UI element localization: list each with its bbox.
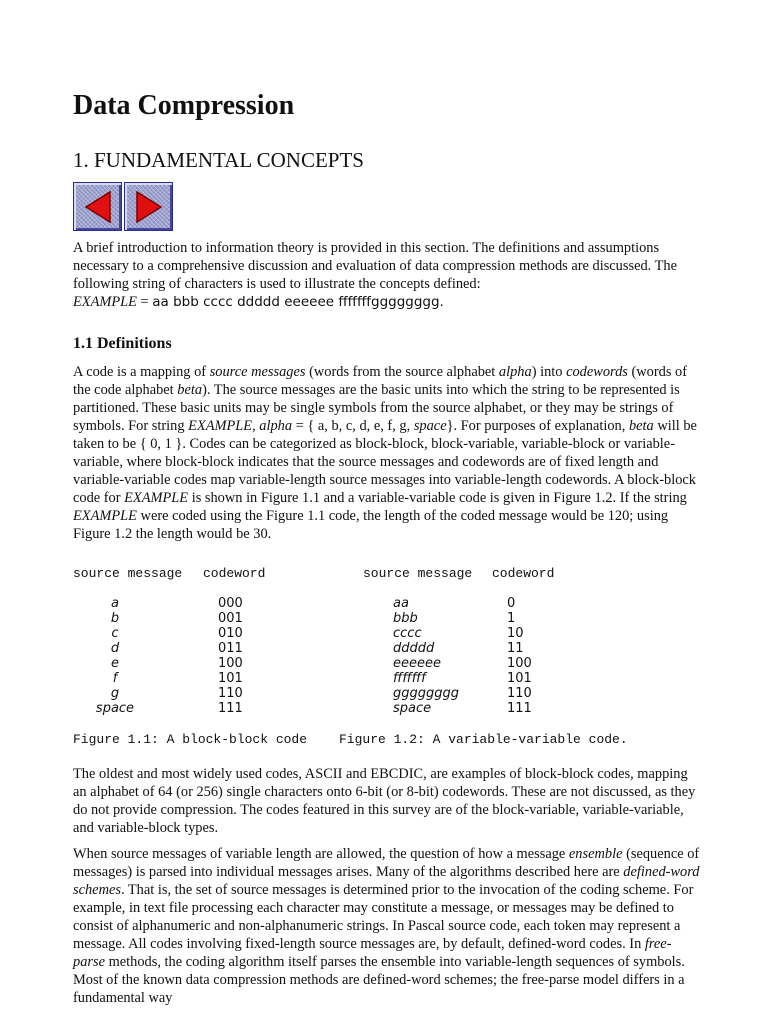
left-source-message: d bbox=[110, 641, 120, 656]
text-segment: EXAMPLE bbox=[73, 508, 137, 524]
text-segment: EXAMPLE bbox=[124, 490, 189, 506]
text-segment: ). The source messages are the basic units into which the string to be represented is partitioned. These basic units may be single symbols from the source alphabet, or they may be strings of symbols. For string bbox=[73, 382, 680, 434]
right-source-message: aa bbox=[393, 596, 409, 611]
text-segment: ensemble bbox=[568, 846, 623, 862]
example-equals: = bbox=[136, 294, 153, 310]
text-segment: beta bbox=[177, 382, 203, 398]
figure-1-2-caption: Figure 1.2: A variable-variable code. bbox=[339, 732, 628, 747]
right-codeword: 111 bbox=[507, 701, 532, 716]
section-heading: 1. FUNDAMENTAL CONCEPTS bbox=[73, 148, 364, 172]
figure-1-1-caption: Figure 1.1: A block-block code bbox=[73, 732, 308, 747]
text-segment: will be taken to be { 0, 1 }. Codes can be categorized as block-block, block-variable, variable-block or variable-variable, where block-block indicates that the source messages and codewords are of fixed length and variable-variable codes map variable-length source messages into variable-length codewords. A block-block code for bbox=[73, 418, 697, 506]
text-segment: EXAMPLE bbox=[188, 418, 253, 434]
red-left-arrow-icon bbox=[83, 190, 113, 224]
code-table-row bbox=[73, 671, 701, 686]
text-segment: , bbox=[252, 418, 260, 434]
text-segment: were coded using the Figure 1.1 code, the length of the coded message would be 120; using Figure 1.2 the length would be 30. bbox=[73, 508, 669, 542]
code-table-row bbox=[73, 686, 701, 701]
text-segment: source messages bbox=[209, 364, 306, 380]
text-segment: free-parse bbox=[73, 936, 672, 970]
right-source-message: bbb bbox=[393, 611, 418, 626]
code-table-row bbox=[73, 611, 701, 626]
text-segment: (words of the code alphabet bbox=[73, 364, 688, 398]
left-codeword: 001 bbox=[218, 611, 243, 626]
left-source-message: e bbox=[111, 656, 119, 671]
left-codeword: 000 bbox=[218, 596, 243, 611]
right-source-message: ddddd bbox=[393, 641, 435, 656]
definitions-heading: 1.1 Definitions bbox=[73, 335, 172, 352]
right-source-message: space bbox=[393, 701, 432, 716]
right-codeword: 110 bbox=[507, 686, 532, 701]
left-source-message: c bbox=[111, 626, 119, 641]
left-codeword: 100 bbox=[218, 656, 243, 671]
left-source-message: space bbox=[95, 701, 135, 716]
code-table-row bbox=[73, 701, 701, 716]
intro-paragraph bbox=[73, 239, 701, 311]
text-segment: }. For purposes of explanation, bbox=[446, 418, 629, 434]
right-header-source: source message bbox=[363, 566, 473, 581]
left-header-codeword: codeword bbox=[203, 566, 266, 581]
page-title: Data Compression bbox=[73, 90, 295, 121]
right-codeword: 100 bbox=[507, 656, 532, 671]
text-segment: = { a, b, c, d, e, f, g, bbox=[292, 418, 414, 434]
right-source-message: gggggggg bbox=[393, 686, 460, 701]
left-source-message: f bbox=[112, 671, 118, 686]
text-segment: alpha bbox=[498, 364, 532, 380]
right-source-message: eeeeee bbox=[393, 656, 441, 671]
text-segment: is shown in Figure 1.1 and a variable-variable code is given in Figure 1.2. If the string bbox=[188, 490, 687, 506]
text-segment: alpha bbox=[259, 418, 293, 434]
left-codeword: 101 bbox=[218, 671, 243, 686]
text-segment: defined-word schemes bbox=[73, 864, 700, 898]
intro-text: A brief introduction to information theory is provided in this section. The definitions and assumptions necessary to a comprehensive discussion and evaluation of data compression methods are discussed. The following string of characters is used to illustrate the concepts defined: bbox=[73, 240, 677, 292]
right-source-message: cccc bbox=[393, 626, 422, 641]
previous-page-button[interactable] bbox=[73, 182, 122, 231]
text-segment: methods, the coding algorithm itself parses the ensemble into variable-length sequences of symbols. Most of the known data compression methods are defined-word schemes; the free-parse model differs in a fundamental way bbox=[73, 954, 685, 1006]
code-table-row bbox=[73, 641, 701, 656]
left-source-message: g bbox=[110, 686, 120, 701]
right-codeword: 10 bbox=[507, 626, 524, 641]
text-segment: space bbox=[413, 418, 447, 434]
right-codeword: 0 bbox=[507, 596, 516, 611]
code-table-row bbox=[73, 596, 701, 611]
oldest-codes-paragraph: The oldest and most widely used codes, ASCII and EBCDIC, are examples of block-block codes, mapping an alphabet of 64 (or 256) single characters onto 6-bit (or 8-bit) codewords. These are not discussed, as they do not provide compression. The codes featured in this survey are of the block-variable, variable-variable, and variable-block types. bbox=[73, 766, 696, 836]
text-segment: A code is a mapping of bbox=[73, 364, 210, 380]
text-segment: beta bbox=[628, 418, 654, 434]
example-string: aa bbb cccc ddddd eeeeee fffffffgggggggg. bbox=[152, 294, 444, 310]
code-table-row bbox=[73, 656, 701, 671]
text-segment: When source messages of variable length are allowed, the question of how a message bbox=[73, 846, 569, 862]
left-source-message: a bbox=[111, 596, 119, 611]
right-header-codeword: codeword bbox=[492, 566, 555, 581]
text-segment: (sequence of messages) is parsed into individual messages arises. Many of the algorithms described here are bbox=[73, 846, 700, 880]
right-codeword: 1 bbox=[507, 611, 516, 626]
left-source-message: b bbox=[110, 611, 120, 626]
right-source-message: fffffff bbox=[393, 671, 426, 686]
example-label: EXAMPLE bbox=[73, 294, 137, 310]
text-segment: (words from the source alphabet bbox=[305, 364, 499, 380]
next-page-button[interactable] bbox=[124, 182, 173, 231]
left-header-source: source message bbox=[73, 566, 183, 581]
left-codeword: 011 bbox=[218, 641, 243, 656]
text-segment: . That is, the set of source messages is determined prior to the invocation of the coding scheme. For example, in text file processing each character may constitute a message, or messages may be defined to consist of alphanumeric and non-alphanumeric strings. In Pascal source code, each token may represent a message. All codes involving fixed-length source messages are, by default, defined-word codes. In bbox=[73, 882, 694, 952]
left-codeword: 110 bbox=[218, 686, 243, 701]
definitions-paragraph bbox=[73, 363, 701, 543]
red-right-arrow-icon bbox=[134, 190, 164, 224]
left-codeword: 010 bbox=[218, 626, 243, 641]
text-segment: codewords bbox=[566, 364, 628, 380]
text-segment: ) into bbox=[531, 364, 567, 380]
variable-length-paragraph bbox=[73, 845, 701, 1007]
right-codeword: 101 bbox=[507, 671, 532, 686]
nav-buttons bbox=[73, 182, 175, 231]
code-table-row bbox=[73, 626, 701, 641]
right-codeword: 11 bbox=[507, 641, 524, 656]
left-codeword: 111 bbox=[218, 701, 243, 716]
